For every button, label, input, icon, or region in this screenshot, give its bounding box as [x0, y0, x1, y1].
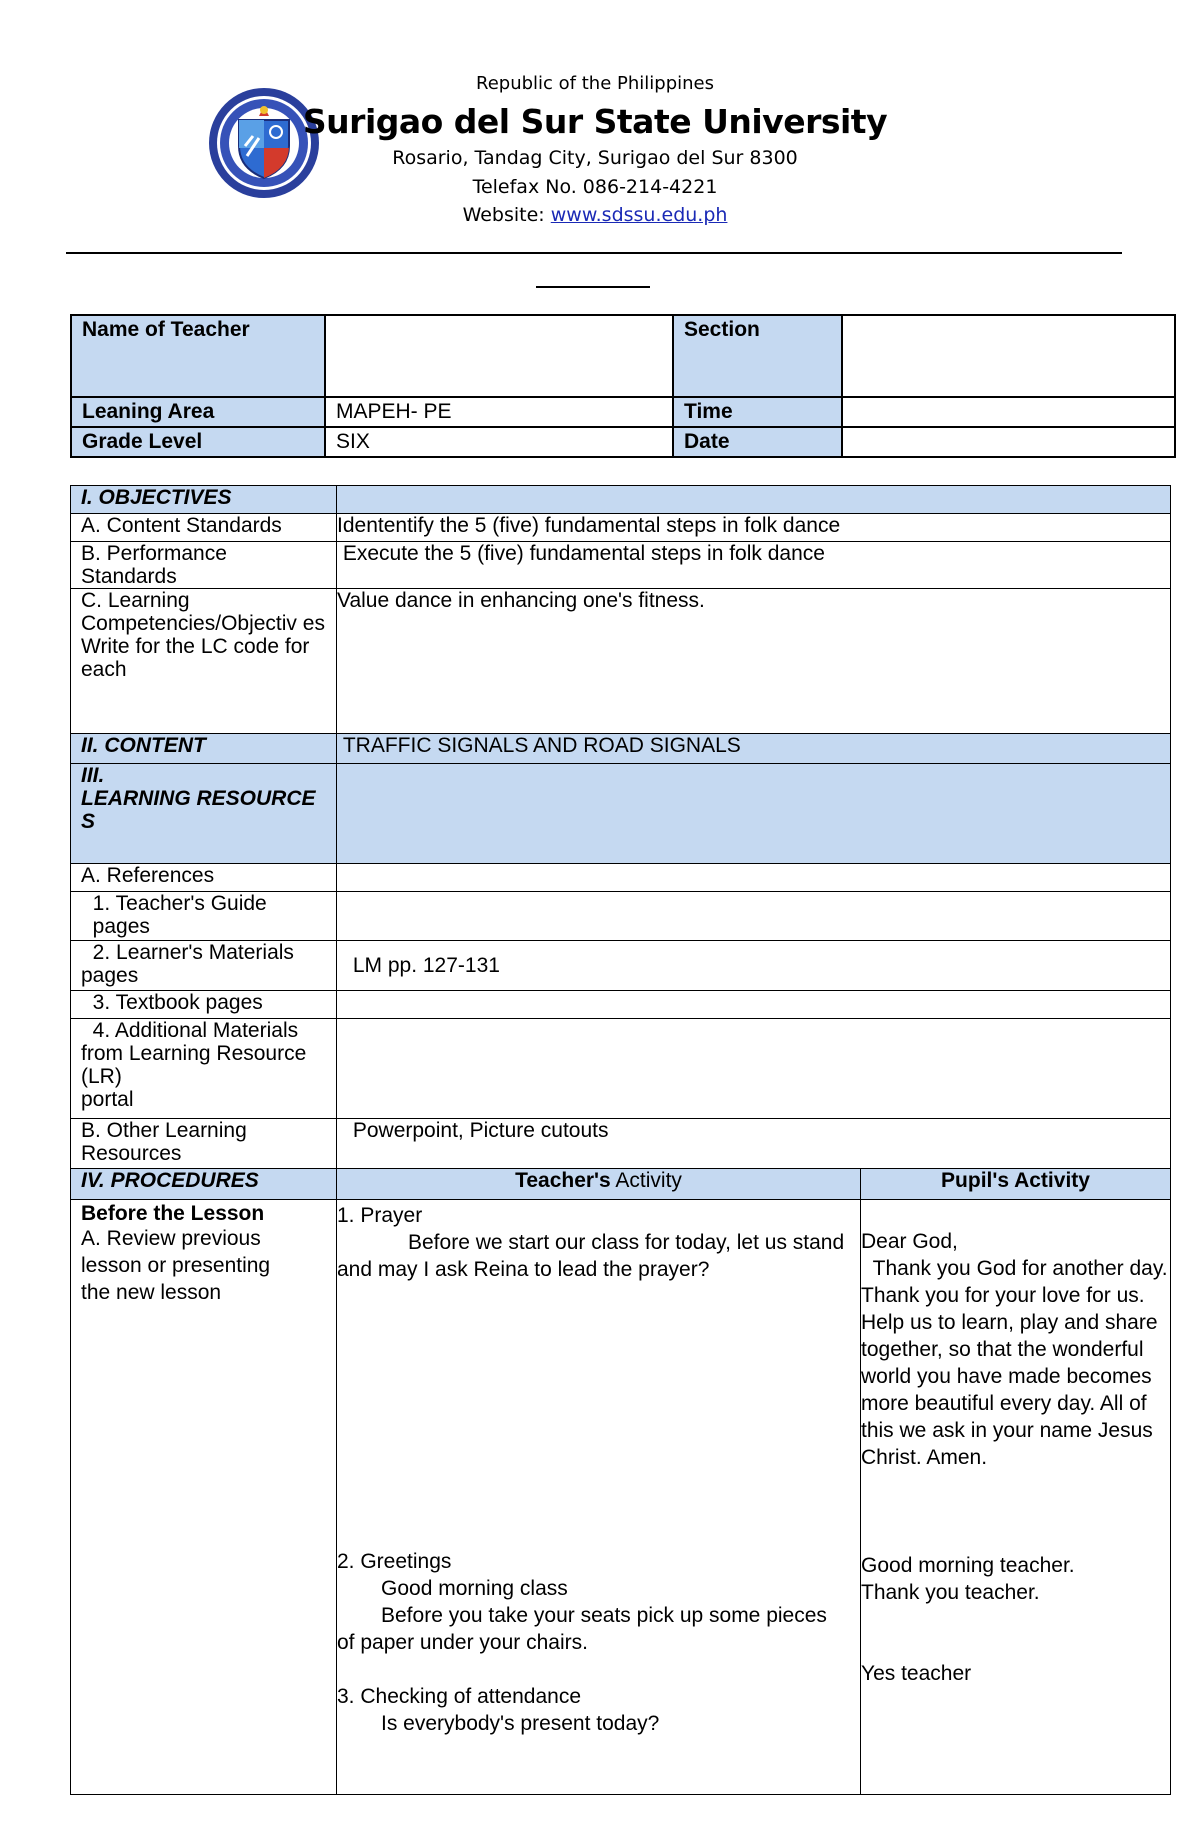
objectives-heading-fill — [337, 486, 1171, 514]
prayer-text — [337, 1229, 852, 1283]
references-label: A. References — [71, 864, 337, 892]
greetings-title: 2. Greetings — [337, 1550, 452, 1573]
learning-area-value[interactable]: MAPEH- PE — [325, 397, 673, 427]
competencies-label: C. Learning Competencies/Objectiv es Write for the LC code for each — [71, 589, 337, 734]
teacher-info-table — [70, 314, 1176, 458]
prayer-response-greeting: Dear God, — [861, 1230, 958, 1253]
time-label: Time — [673, 397, 842, 427]
teacher-name-value[interactable] — [325, 315, 673, 397]
telefax-line: Telefax No. 086-214-4221 — [472, 176, 718, 198]
references-value — [337, 864, 1171, 892]
lesson-plan-table — [70, 485, 1174, 1795]
teacher-activity-heading — [337, 1169, 861, 1200]
section-label: Section — [673, 315, 842, 397]
date-label: Date — [673, 427, 842, 457]
before-lesson-cell — [71, 1200, 337, 1795]
prayer-text-content: Before we start our class for today, let us stand and may I ask Reina to lead the prayer? — [337, 1231, 845, 1281]
additional-materials-value — [337, 1019, 1171, 1119]
greetings-line1 — [337, 1575, 852, 1602]
learners-materials-value: LM pp. 127-131 — [337, 941, 1171, 991]
content-heading: II. CONTENT — [71, 734, 337, 764]
review-lesson-label: A. Review previous lesson or presenting the new lesson — [81, 1227, 271, 1304]
greetings-response-2: Thank you teacher. — [861, 1581, 1040, 1604]
website-label: Website: — [462, 204, 551, 226]
grade-level-label: Grade Level — [71, 427, 325, 457]
performance-standards-value: Execute the 5 (five) fundamental steps in folk dance — [337, 542, 1171, 589]
header-rule-short — [536, 286, 650, 288]
grade-level-value[interactable]: SIX — [325, 427, 673, 457]
pupil-activity-heading: Pupil's Activity — [861, 1169, 1171, 1200]
republic-line: Republic of the Philippines — [476, 73, 714, 94]
date-value[interactable] — [842, 427, 1175, 457]
teacher-name-label: Name of Teacher — [71, 315, 325, 397]
other-resources-label: B. Other Learning Resources — [71, 1119, 337, 1169]
teacher-activity-heading-rest: Activity — [610, 1169, 682, 1192]
learning-area-label: Leaning Area — [71, 397, 325, 427]
textbook-pages-value — [337, 991, 1171, 1019]
content-standards-value: Idententify the 5 (five) fundamental steps in folk dance — [337, 514, 1171, 542]
textbook-pages-label: 3. Textbook pages — [71, 991, 337, 1019]
university-name: Surigao del Sur State University — [302, 102, 888, 141]
procedures-heading: IV. PROCEDURES — [71, 1169, 337, 1200]
time-value[interactable] — [842, 397, 1175, 427]
attendance-line-text: Is everybody's present today? — [381, 1712, 660, 1735]
website-link[interactable]: www.sdssu.edu.ph — [550, 204, 728, 226]
objectives-heading: I. OBJECTIVES — [71, 486, 337, 514]
teacher-activity-heading-bold: Teacher's — [515, 1169, 611, 1192]
greetings-line2-text: Before you take your seats pick up some pieces of paper under your chairs. — [337, 1604, 851, 1654]
learners-materials-label: 2. Learner's Materials pages — [71, 941, 337, 991]
greetings-response-1: Good morning teacher. — [861, 1554, 1075, 1577]
content-value: TRAFFIC SIGNALS AND ROAD SIGNALS — [337, 734, 1171, 764]
learning-resources-heading: III. LEARNING RESOURCE S — [71, 764, 337, 864]
before-lesson-label: Before the Lesson — [81, 1202, 265, 1225]
header-rule — [66, 252, 1122, 254]
section-value[interactable] — [842, 315, 1175, 397]
pupil-activity-cell — [861, 1200, 1174, 1795]
content-standards-label: A. Content Standards — [71, 514, 337, 542]
teachers-guide-value — [337, 892, 1171, 941]
performance-standards-label: B. Performance Standards — [71, 542, 337, 589]
greetings-line2 — [337, 1602, 852, 1656]
learning-resources-fill — [337, 764, 1171, 864]
attendance-response: Yes teacher — [861, 1662, 972, 1685]
teachers-guide-label: 1. Teacher's Guide pages — [71, 892, 337, 941]
greetings-line1-text: Good morning class — [381, 1577, 568, 1600]
teacher-activity-cell — [337, 1200, 861, 1795]
additional-materials-label: 4. Additional Materials from Learning Resource (LR) portal — [71, 1019, 337, 1119]
prayer-response-body: Thank you God for another day. Thank you for your love for us. Help us to learn, play and share together, so that the wonderful world you have made becomes more beautiful every day. All of this we ask in your name Jesus Christ. Amen. — [861, 1257, 1174, 1469]
attendance-line — [337, 1710, 852, 1737]
university-address: Rosario, Tandag City, Surigao del Sur 8300 — [392, 147, 798, 169]
competencies-value: Value dance in enhancing one's fitness. — [337, 589, 1171, 734]
other-resources-value: Powerpoint, Picture cutouts — [337, 1119, 1171, 1169]
prayer-title: 1. Prayer — [337, 1204, 423, 1227]
website-line — [0, 204, 1190, 226]
attendance-title: 3. Checking of attendance — [337, 1685, 582, 1708]
